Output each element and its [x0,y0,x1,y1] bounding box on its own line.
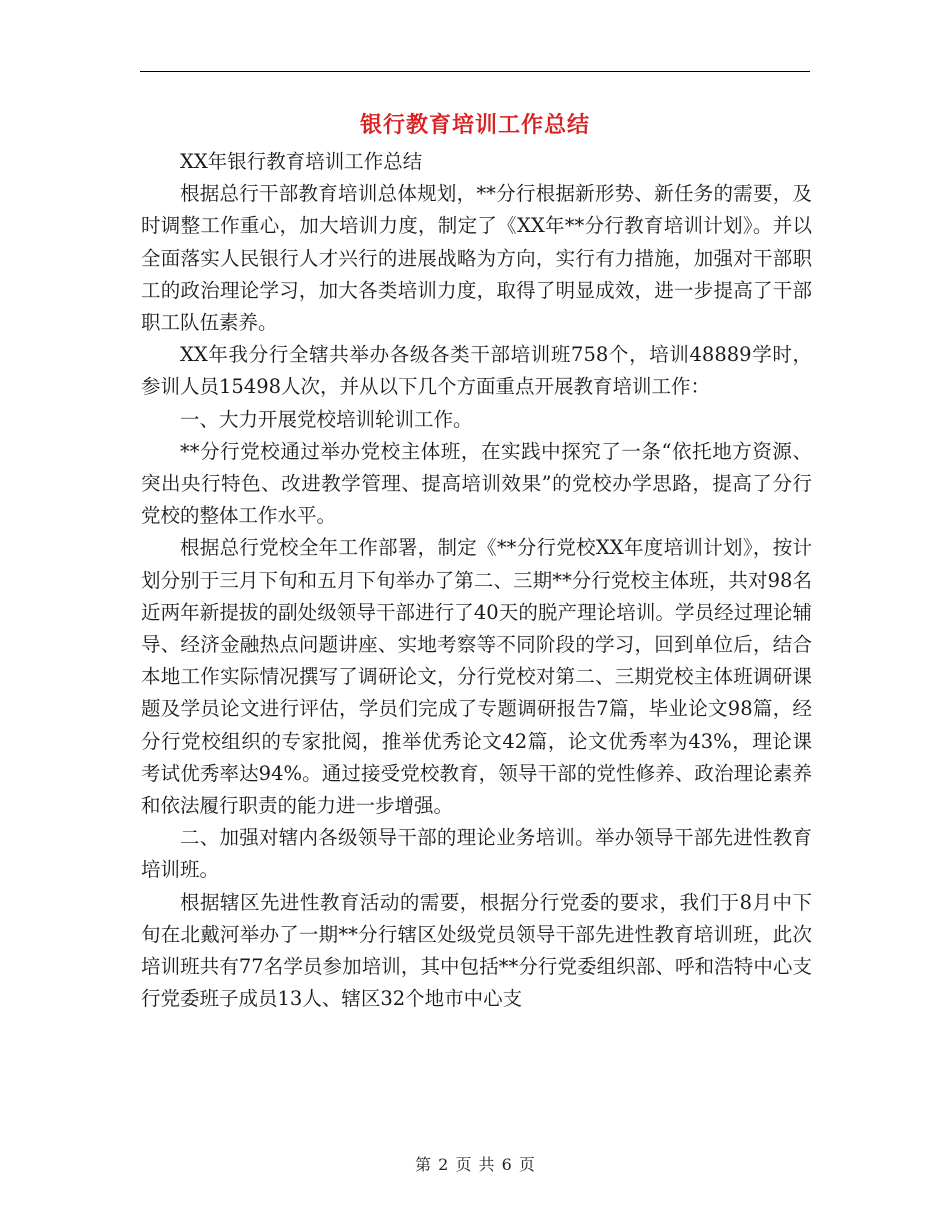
body-paragraph: 根据总行党校全年工作部署，制定《**分行党校XX年度培训计划》，按计划分别于三月下旬和五月下旬举办了第二、三期**分行党校主体班，共对98名近两年新提拔的副处级领导干部进行了40天的脱产理论培训。学员经过理论辅导、经济金融热点问题讲座、实地考察等不同阶段的学习，回到单位后，结合本地工作实际情况撰写了调研论文，分行党校对第二、三期党校主体班调研课题及学员论文进行评估，学员们完成了专题调研报告7篇，毕业论文98篇，经分行党校组织的专家批阅，推举优秀论文42篇，论文优秀率为43%，理论课考试优秀率达94%。通过接受党校教育，领导干部的党性修养、政治理论素养和依法履行职责的能力进一步增强。 [141,536,812,818]
document-body [141,146,812,1015]
body-paragraph: XX年我分行全辖共举办各级各类干部培训班758个，培训48889学时，参训人员15498人次，并从以下几个方面重点开展教育培训工作： [141,343,812,399]
body-paragraph: **分行党校通过举办党校主体班，在实践中探究了一条“依托地方资源、突出央行特色、改进教学管理、提高培训效果”的党校办学思路，提高了分行党校的整体工作水平。 [141,439,812,528]
document-title: 银行教育培训工作总结 [359,112,590,138]
page-footer: 第 2 页 共 6 页 [415,1155,535,1174]
body-paragraph: 根据辖区先进性教育活动的需要，根据分行党委的要求，我们于8月中下旬在北戴河举办了一期**分行辖区处级党员领导干部先进性教育培训班，此次培训班共有77名学员参加培训，其中包括**分行党委组织部、呼和浩特中心支行党委班子成员13人、辖区32个地市中心支 [141,890,812,1011]
header-rule [140,71,810,72]
section-heading: 二、加强对辖内各级领导干部的理论业务培训。举办领导干部先进性教育培训班。 [141,826,812,882]
body-paragraph: 根据总行干部教育培训总体规划，**分行根据新形势、新任务的需要，及时调整工作重心，加大培训力度，制定了《XX年**分行教育培训计划》。并以全面落实人民银行人才兴行的进展战略为方向，实行有力措施，加强对干部职工的政治理论学习，加大各类培训力度，取得了明显成效，进一步提高了干部职工队伍素养。 [141,182,812,335]
subtitle-paragraph: XX年银行教育培训工作总结 [180,150,423,173]
section-heading: 一、大力开展党校培训轮训工作。 [180,407,473,431]
